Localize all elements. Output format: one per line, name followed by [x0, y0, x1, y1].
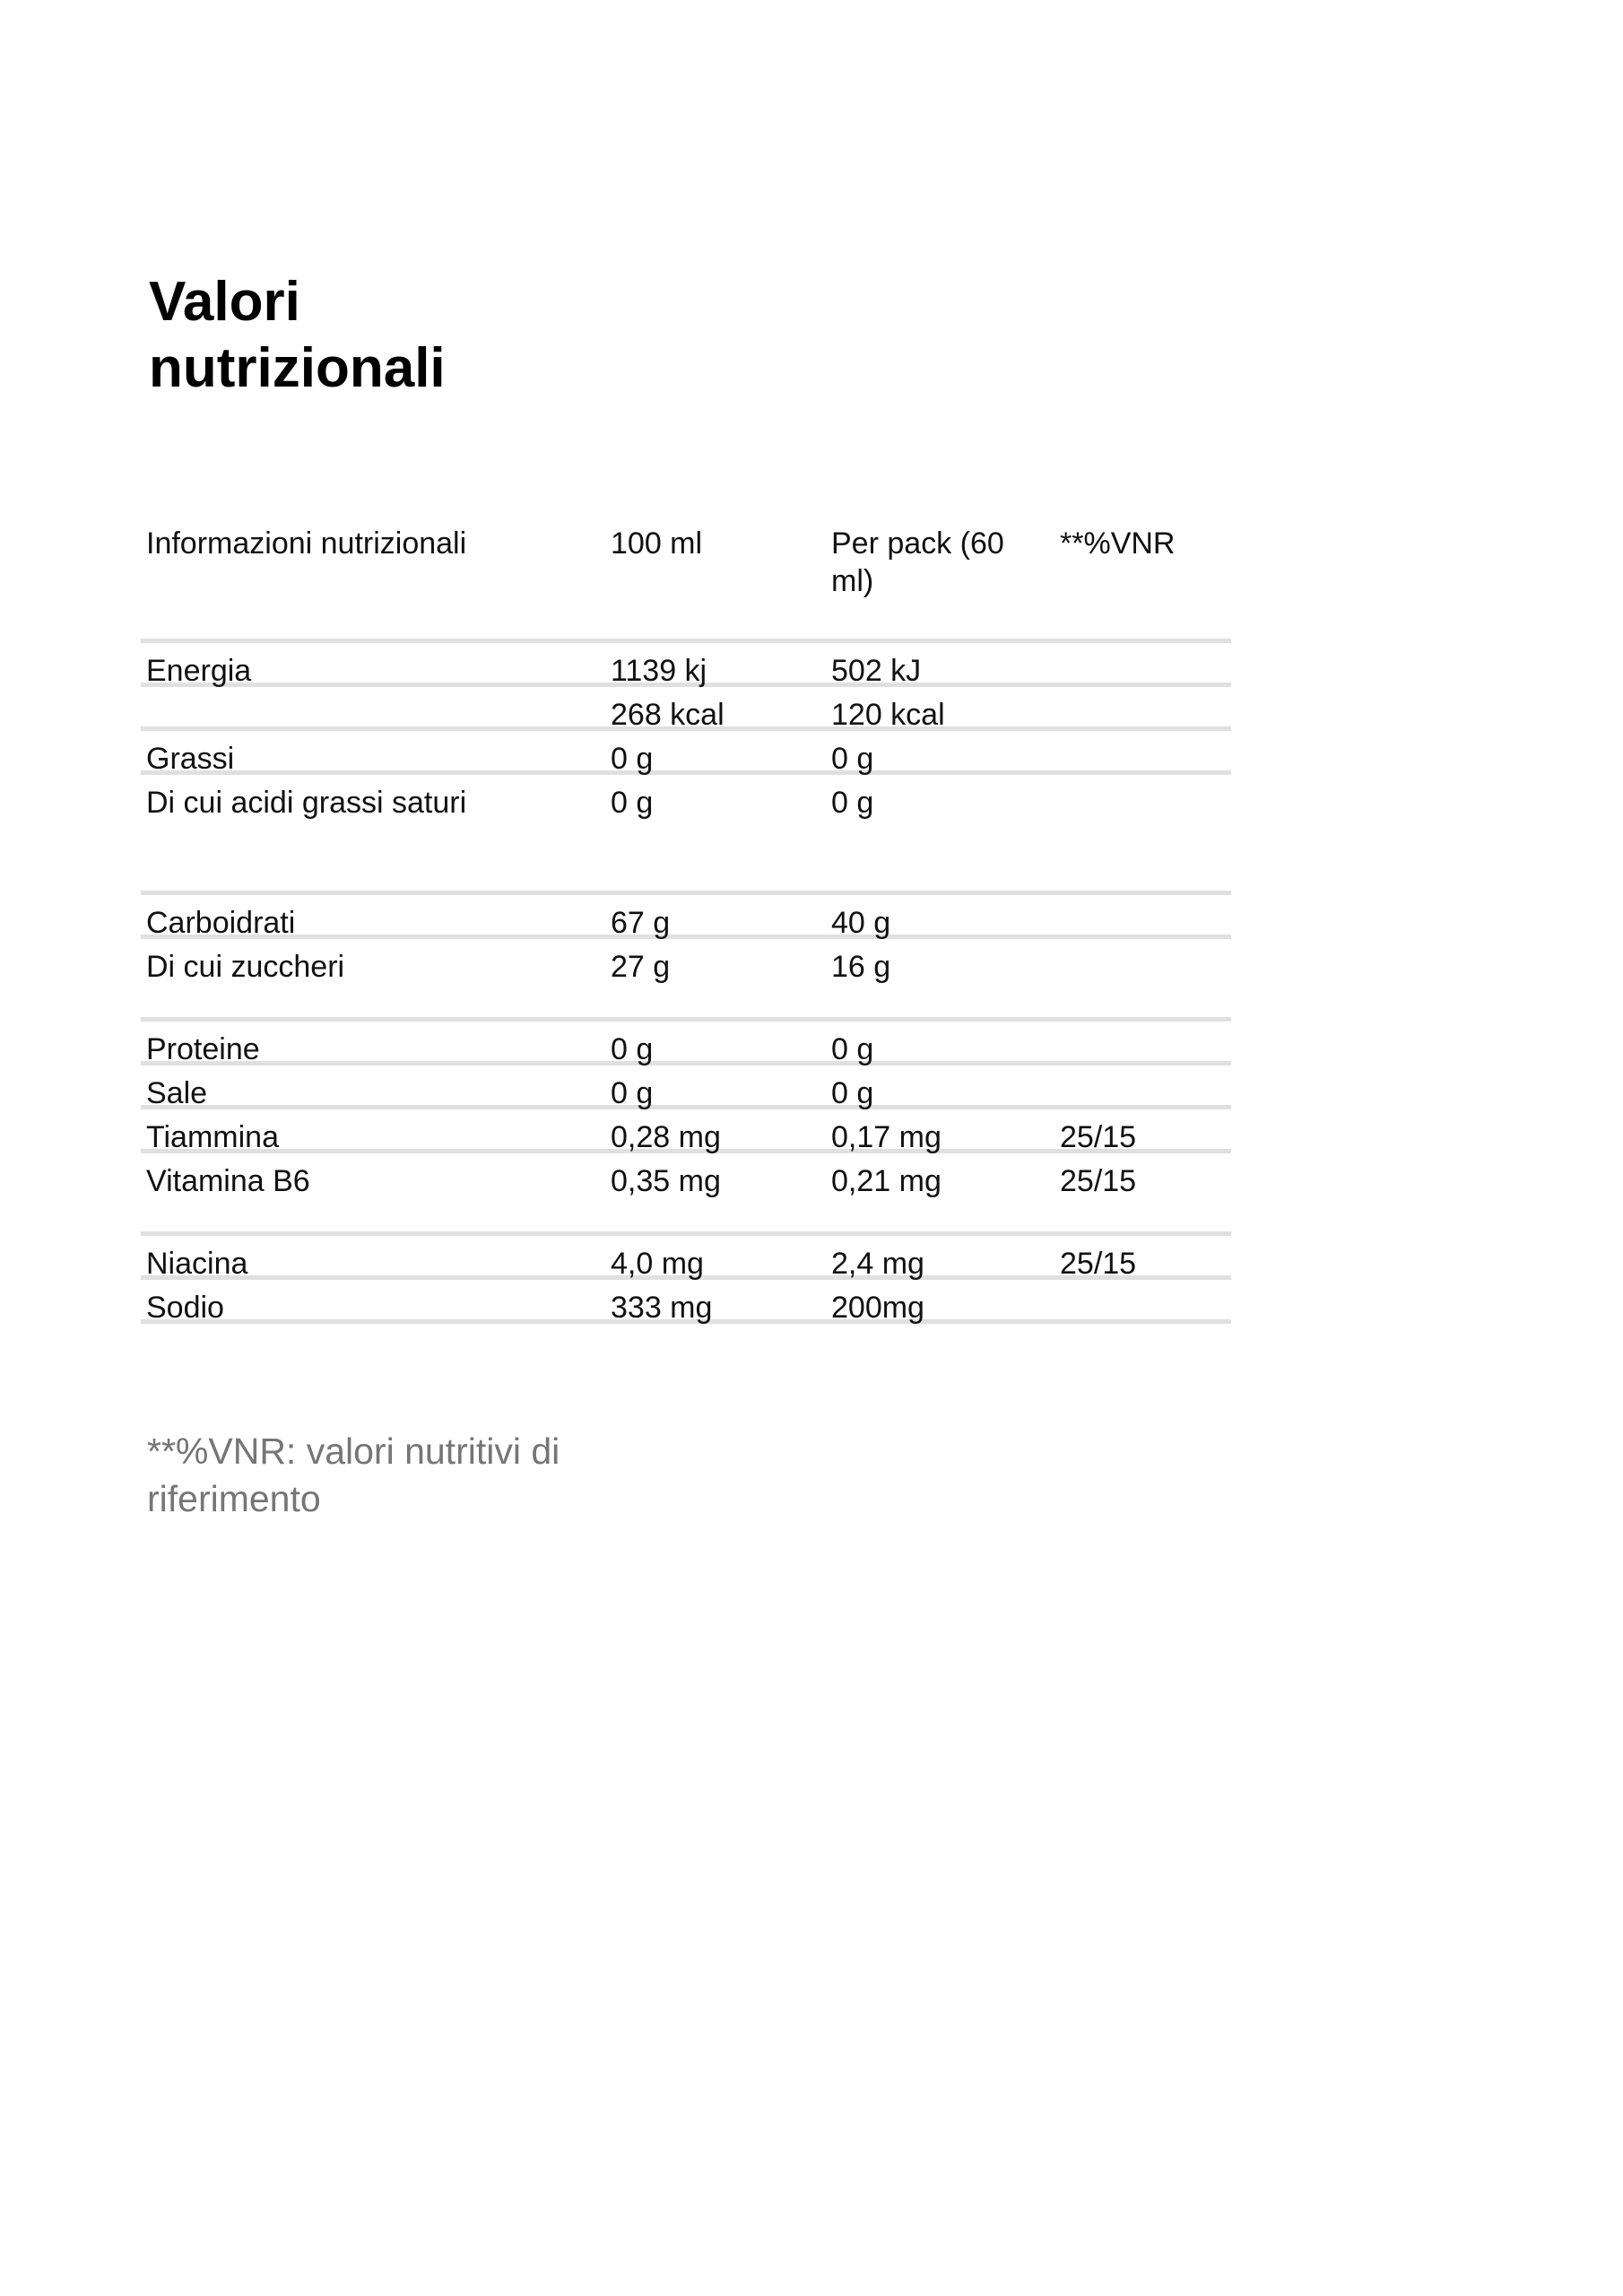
row-value-100ml: 0 g [611, 742, 654, 776]
row-value-pack: 502 kJ [831, 654, 922, 688]
header-per-pack: Per pack (60 ml) [831, 526, 1004, 598]
row-value-pack: 120 kcal [831, 698, 945, 732]
row-value-100ml: 0 g [611, 786, 654, 820]
table-row [141, 1065, 1231, 1109]
table-row [141, 687, 1231, 731]
row-label: Di cui zuccheri [146, 950, 345, 984]
row-label: Tiammina [146, 1120, 279, 1154]
row-value-pack: 0 g [831, 742, 874, 776]
row-value-100ml: 1139 kj [611, 654, 707, 688]
row-label: Carboidrati [146, 906, 296, 940]
row-label: Niacina [146, 1247, 248, 1281]
row-label: Vitamina B6 [146, 1164, 310, 1198]
row-value-100ml: 268 kcal [611, 698, 725, 732]
page-title [149, 269, 446, 402]
title-line-1: Valori [149, 271, 300, 333]
nutrition-table [141, 516, 1231, 1324]
table-row [141, 1236, 1231, 1280]
table-row [141, 1022, 1231, 1065]
table-row [141, 1153, 1231, 1236]
table-row [141, 1109, 1231, 1153]
row-label: Energia [146, 654, 252, 688]
row-value-100ml: 4,0 mg [611, 1247, 704, 1281]
row-label: Sodio [146, 1291, 224, 1325]
table-row [141, 643, 1231, 687]
row-value-100ml: 333 mg [611, 1291, 713, 1325]
row-label: Grassi [146, 742, 235, 776]
header-nutrition-info: Informazioni nutrizionali [146, 526, 467, 561]
row-value-100ml: 0 g [611, 1076, 654, 1110]
row-value-vnr: 25/15 [1060, 1164, 1137, 1198]
row-value-pack: 0 g [831, 786, 874, 820]
row-value-pack: 0 g [831, 1032, 874, 1066]
table-row [141, 775, 1231, 895]
row-value-100ml: 0,28 mg [611, 1120, 721, 1154]
row-value-pack: 0,17 mg [831, 1120, 942, 1154]
row-label: Sale [146, 1076, 208, 1110]
row-value-pack: 200mg [831, 1291, 924, 1325]
row-label: Proteine [146, 1032, 260, 1066]
row-value-100ml: 0,35 mg [611, 1164, 721, 1198]
row-value-pack: 40 g [831, 906, 891, 940]
row-value-vnr: 25/15 [1060, 1120, 1137, 1154]
title-line-2: nutrizionali [149, 337, 446, 399]
table-row [141, 895, 1231, 939]
table-row [141, 939, 1231, 1022]
row-value-pack: 16 g [831, 950, 891, 984]
row-value-pack: 0,21 mg [831, 1164, 942, 1198]
row-value-100ml: 0 g [611, 1032, 654, 1066]
table-row [141, 1280, 1231, 1324]
table-row [141, 731, 1231, 775]
table-header-row [141, 516, 1231, 643]
row-label: Di cui acidi grassi saturi [146, 786, 467, 820]
row-value-100ml: 27 g [611, 950, 671, 984]
row-value-100ml: 67 g [611, 906, 671, 940]
vnr-footnote: **%VNR: valori nutritivi di riferimento [147, 1431, 560, 1519]
row-value-vnr: 25/15 [1060, 1247, 1137, 1281]
row-value-pack: 2,4 mg [831, 1247, 924, 1281]
header-100ml: 100 ml [611, 526, 703, 561]
row-value-pack: 0 g [831, 1076, 874, 1110]
header-vnr: **%VNR [1060, 526, 1176, 561]
